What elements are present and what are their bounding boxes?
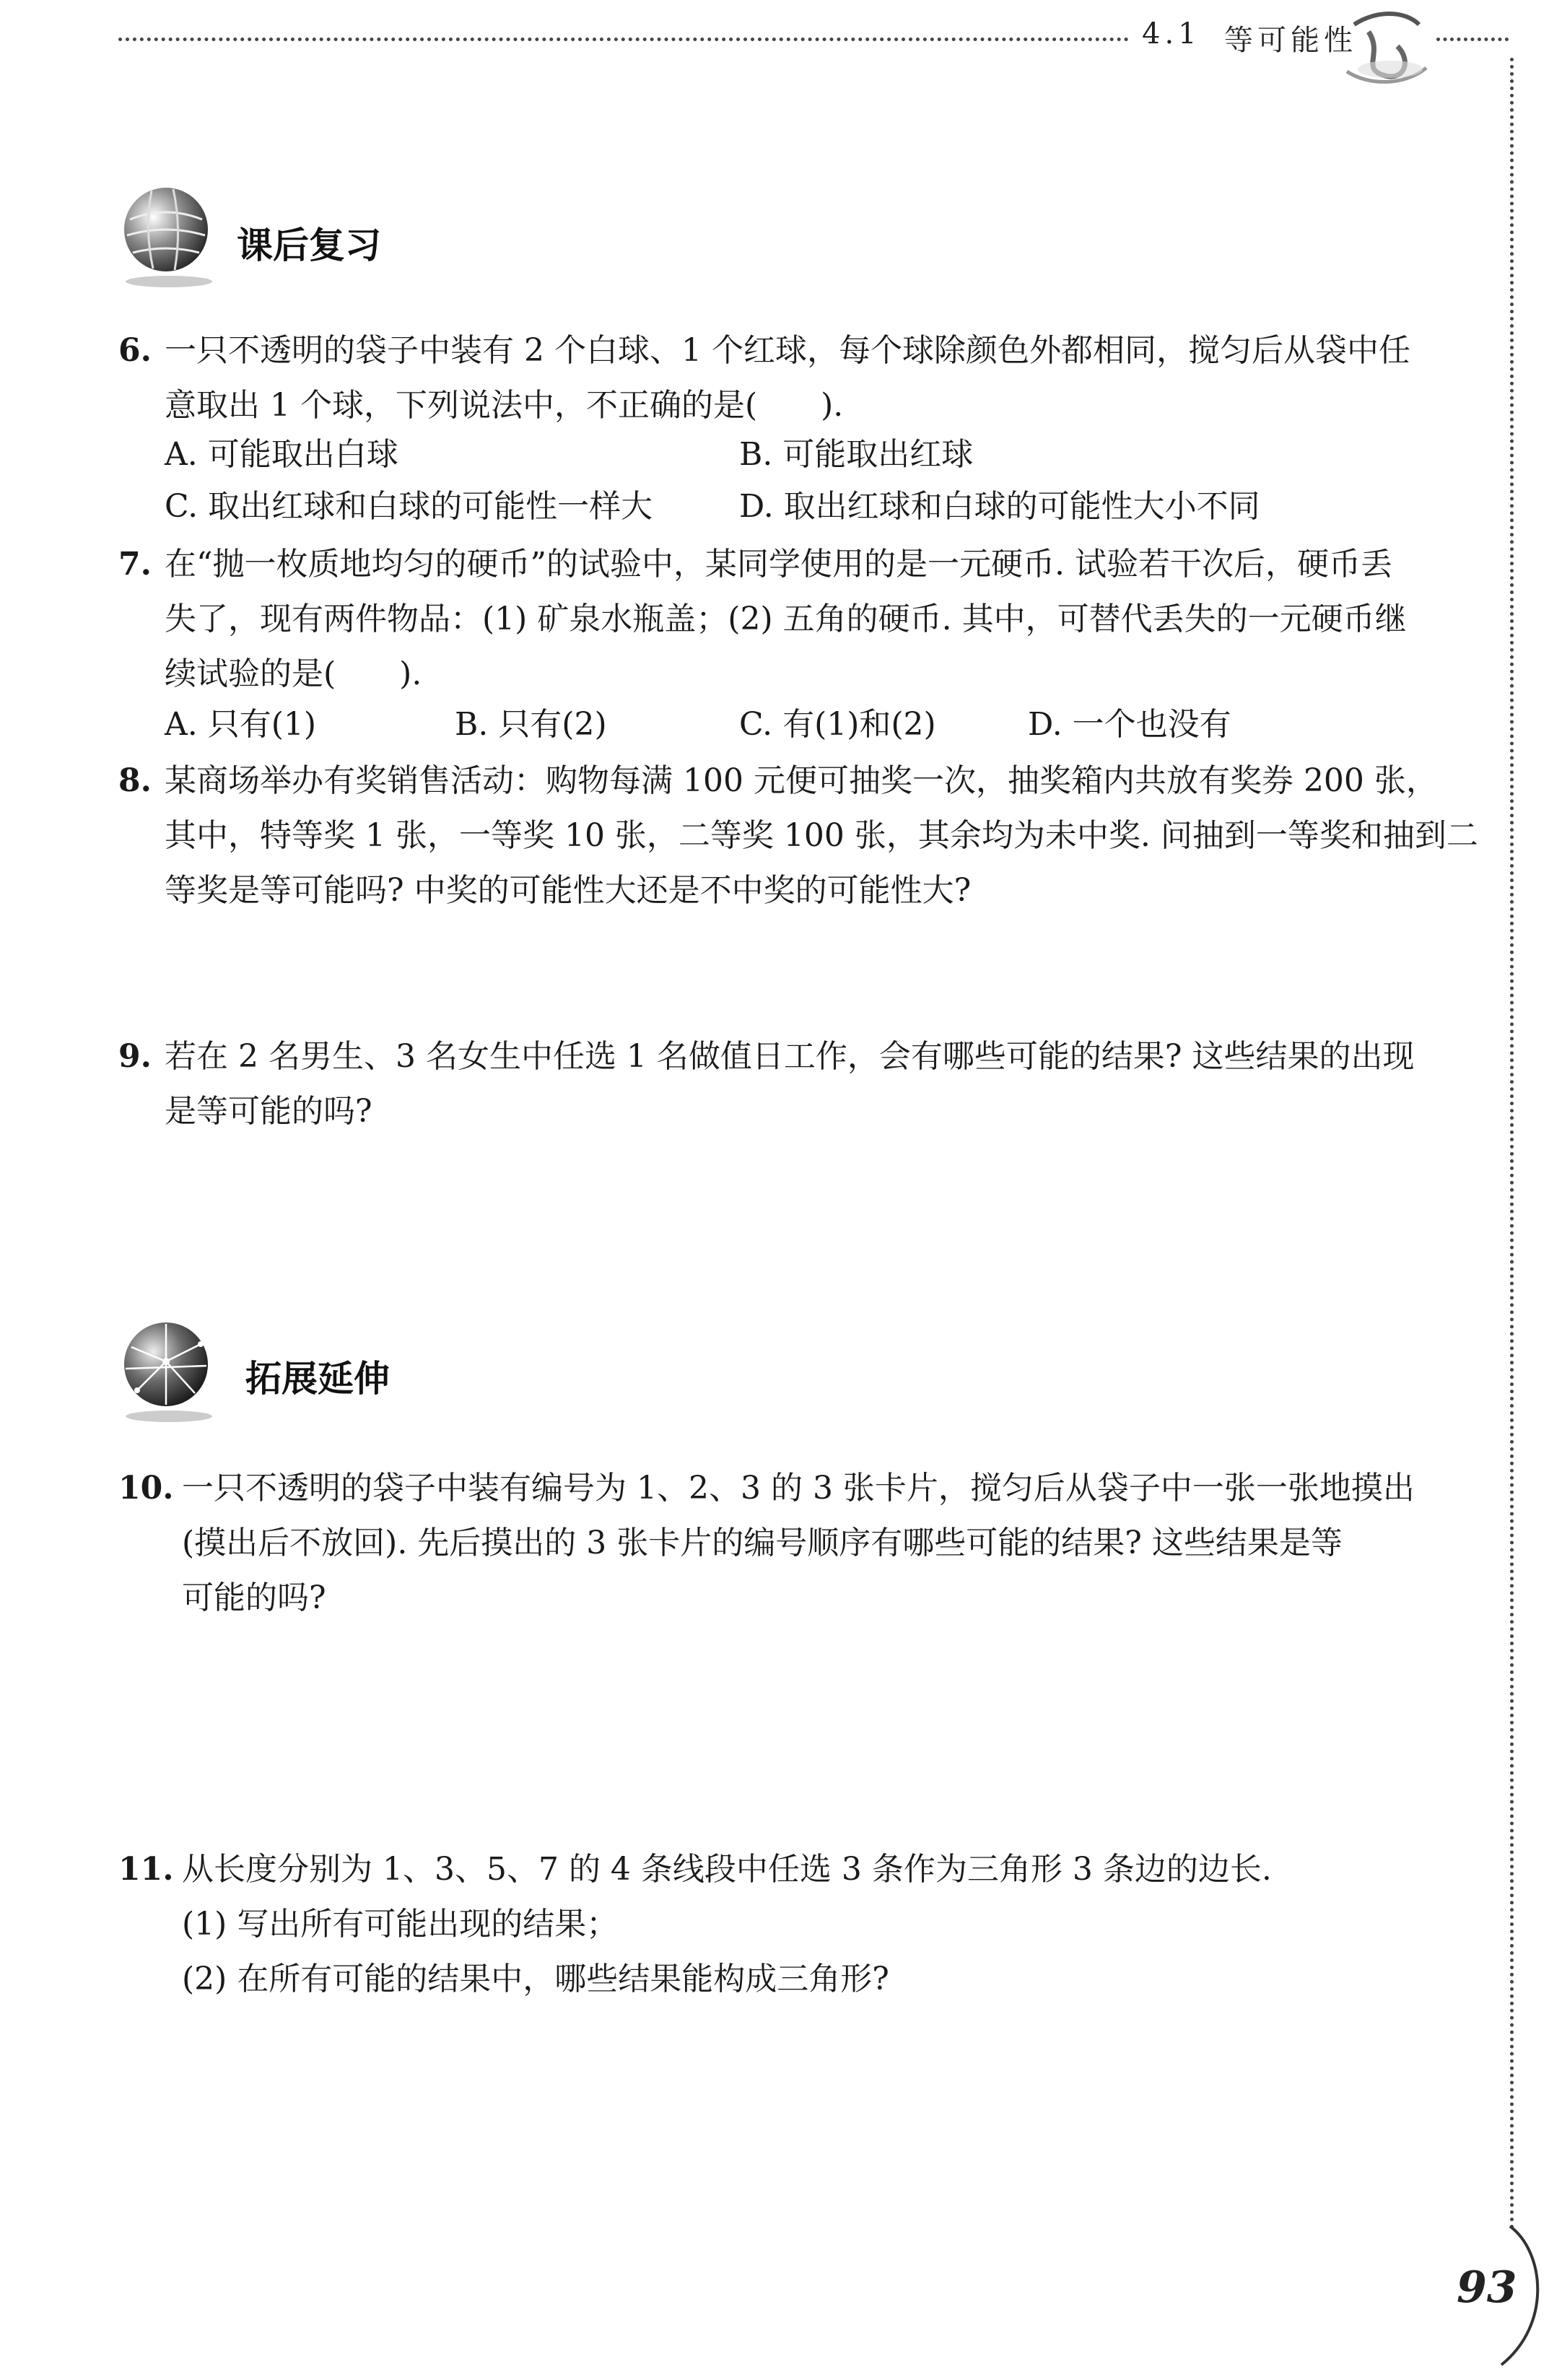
header-dotted-rule	[118, 38, 1129, 41]
option-d: D. 取出红球和白球的可能性大小不同	[739, 488, 1260, 525]
question-number: 8.	[118, 762, 152, 799]
question-text: 是等可能的吗?	[165, 1093, 372, 1130]
question-text: 意取出 1 个球，下列说法中，不正确的是( ).	[165, 387, 844, 424]
question-number: 7.	[118, 546, 152, 583]
option-d: D. 一个也没有	[1028, 706, 1231, 743]
header-section-number: 4.1	[1142, 17, 1201, 51]
question-number: 10.	[118, 1470, 174, 1507]
question-number: 6.	[118, 332, 152, 369]
globe-icon	[115, 183, 217, 295]
question-text: 一只不透明的袋子中装有 2 个白球、1 个红球，每个球除颜色外都相同，搅匀后从袋中任	[165, 332, 1410, 369]
option-a: A. 可能取出白球	[165, 436, 398, 473]
header-dotted-rule-right	[1436, 38, 1509, 41]
question-text: (摸出后不放回). 先后摸出的 3 张卡片的编号顺序有哪些可能的结果? 这些结果是等	[182, 1525, 1343, 1561]
question-text: 一只不透明的袋子中装有编号为 1、2、3 的 3 张卡片，搅匀后从袋子中一张一张地摸出	[182, 1470, 1415, 1507]
option-c: C. 有(1)和(2)	[739, 706, 936, 743]
header-ornament-icon	[1340, 3, 1434, 92]
header-section-title: 等可能性	[1224, 24, 1357, 57]
question-text: 若在 2 名男生、3 名女生中任选 1 名做值日工作，会有哪些可能的结果? 这些结果的出现	[165, 1038, 1415, 1075]
right-margin-dotted-rule	[1510, 58, 1514, 2231]
option-c: C. 取出红球和白球的可能性一样大	[165, 488, 653, 525]
question-text: 续试验的是( ).	[165, 655, 422, 692]
option-a: A. 只有(1)	[165, 706, 317, 743]
question-text: 从长度分别为 1、3、5、7 的 4 条线段中任选 3 条作为三角形 3 条边的边长.	[182, 1851, 1272, 1888]
question-text: 在“抛一枚质地均匀的硬币”的试验中，某同学使用的是一元硬币. 试验若干次后，硬币丢	[165, 546, 1392, 583]
option-b: B. 可能取出红球	[739, 436, 974, 473]
page-number: 93	[1457, 2262, 1517, 2313]
question-text: 某商场举办有奖销售活动：购物每满 100 元便可抽奖一次，抽奖箱内共放有奖券 200 张，	[165, 762, 1438, 799]
question-number: 11.	[118, 1851, 174, 1888]
question-text: 可能的吗?	[182, 1579, 326, 1616]
question-text: 失了，现有两件物品：(1) 矿泉水瓶盖；(2) 五角的硬币. 其中，可替代丢失的一元硬币继	[165, 601, 1407, 637]
question-subpart: (2) 在所有可能的结果中，哪些结果能构成三角形?	[182, 1961, 889, 1997]
question-number: 9.	[118, 1038, 152, 1075]
question-text: 其中，特等奖 1 张，一等奖 10 张，二等奖 100 张，其余均为未中奖. 问抽到一等奖和抽到二	[165, 817, 1478, 854]
globe-network-icon	[115, 1318, 217, 1429]
section-title-review: 课后复习	[237, 225, 381, 266]
question-subpart: (1) 写出所有可能出现的结果；	[182, 1906, 619, 1943]
question-text: 等奖是等可能吗? 中奖的可能性大还是不中奖的可能性大?	[165, 872, 972, 909]
option-b: B. 只有(2)	[455, 706, 607, 743]
section-title-extension: 拓展延伸	[245, 1358, 390, 1400]
